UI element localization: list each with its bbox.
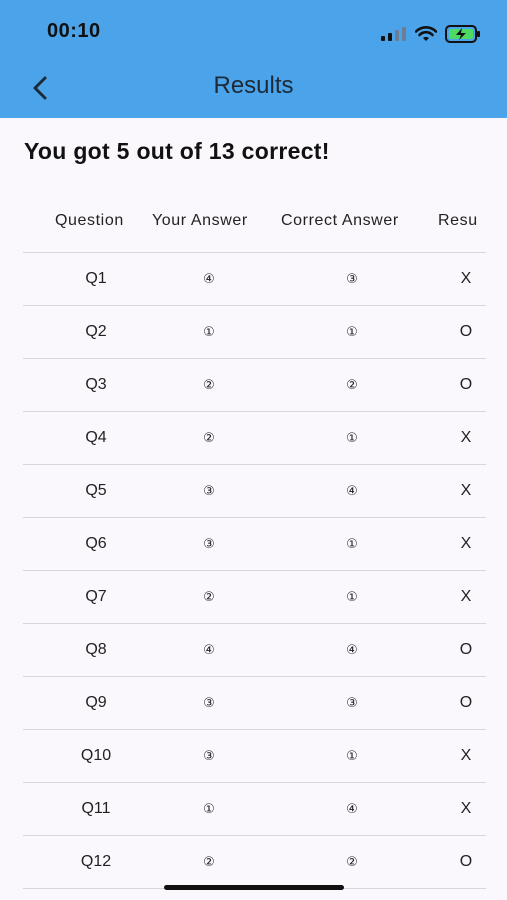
page-title: Results xyxy=(213,72,294,99)
result-cell: X xyxy=(460,270,472,287)
your-answer-cell: ③ xyxy=(203,536,215,551)
status-icons xyxy=(381,22,481,46)
your-answer-cell: ② xyxy=(203,430,215,445)
result-cell: X xyxy=(460,800,472,817)
column-header-correct-answer: Correct Answer xyxy=(281,212,399,229)
correct-answer-cell: ① xyxy=(346,536,358,551)
your-answer-cell: ④ xyxy=(203,271,215,286)
result-cell: X xyxy=(460,588,472,605)
question-cell: Q11 xyxy=(81,800,111,817)
results-table[interactable] xyxy=(0,190,507,900)
correct-answer-cell: ① xyxy=(346,324,358,339)
app-header xyxy=(0,0,507,118)
column-header-result: Resu xyxy=(438,212,478,229)
table-row xyxy=(0,464,507,517)
correct-answer-cell: ④ xyxy=(346,642,358,657)
result-cell: O xyxy=(459,376,473,393)
score-summary: You got 5 out of 13 correct! xyxy=(24,138,330,164)
table-row xyxy=(0,305,507,358)
result-cell: O xyxy=(459,694,473,711)
table-row xyxy=(0,517,507,570)
correct-answer-cell: ④ xyxy=(346,801,358,816)
question-cell: Q7 xyxy=(85,588,107,605)
table-row xyxy=(0,252,507,305)
table-row xyxy=(0,411,507,464)
home-indicator xyxy=(164,885,344,890)
result-cell: O xyxy=(459,323,473,340)
cellular-signal-icon xyxy=(381,27,407,41)
table-header xyxy=(0,190,507,252)
table-row xyxy=(0,358,507,411)
question-cell: Q9 xyxy=(85,694,107,711)
question-cell: Q6 xyxy=(85,535,107,552)
correct-answer-cell: ① xyxy=(346,589,358,604)
your-answer-cell: ④ xyxy=(203,642,215,657)
correct-answer-cell: ④ xyxy=(346,483,358,498)
result-cell: X xyxy=(460,747,472,764)
your-answer-cell: ② xyxy=(203,854,215,869)
battery-charging-icon xyxy=(445,25,481,43)
your-answer-cell: ③ xyxy=(203,748,215,763)
table-row xyxy=(0,623,507,676)
table-row xyxy=(0,782,507,835)
your-answer-cell: ③ xyxy=(203,695,215,710)
your-answer-cell: ② xyxy=(203,377,215,392)
your-answer-cell: ③ xyxy=(203,483,215,498)
correct-answer-cell: ③ xyxy=(346,695,358,710)
your-answer-cell: ① xyxy=(203,324,215,339)
result-cell: X xyxy=(460,482,472,499)
result-cell: O xyxy=(459,641,473,658)
question-cell: Q12 xyxy=(80,853,112,870)
correct-answer-cell: ① xyxy=(346,748,358,763)
column-header-your-answer: Your Answer xyxy=(152,212,248,229)
your-answer-cell: ② xyxy=(203,589,215,604)
column-header-question: Question xyxy=(55,212,124,229)
result-cell: X xyxy=(460,429,472,446)
result-cell: O xyxy=(459,853,473,870)
question-cell: Q10 xyxy=(80,747,112,764)
table-row xyxy=(0,835,507,888)
question-cell: Q3 xyxy=(85,376,107,393)
status-time: 00:10 xyxy=(47,20,101,42)
correct-answer-cell: ① xyxy=(346,430,358,445)
question-cell: Q1 xyxy=(85,270,107,287)
table-row xyxy=(0,676,507,729)
correct-answer-cell: ② xyxy=(346,854,358,869)
question-cell: Q2 xyxy=(85,323,107,340)
your-answer-cell: ① xyxy=(203,801,215,816)
question-cell: Q8 xyxy=(85,641,107,658)
correct-answer-cell: ③ xyxy=(346,271,358,286)
result-cell: X xyxy=(460,535,472,552)
correct-answer-cell: ② xyxy=(346,377,358,392)
wifi-icon xyxy=(415,26,437,42)
table-row xyxy=(0,570,507,623)
question-cell: Q5 xyxy=(85,482,107,499)
table-row xyxy=(0,729,507,782)
question-cell: Q4 xyxy=(85,429,107,446)
